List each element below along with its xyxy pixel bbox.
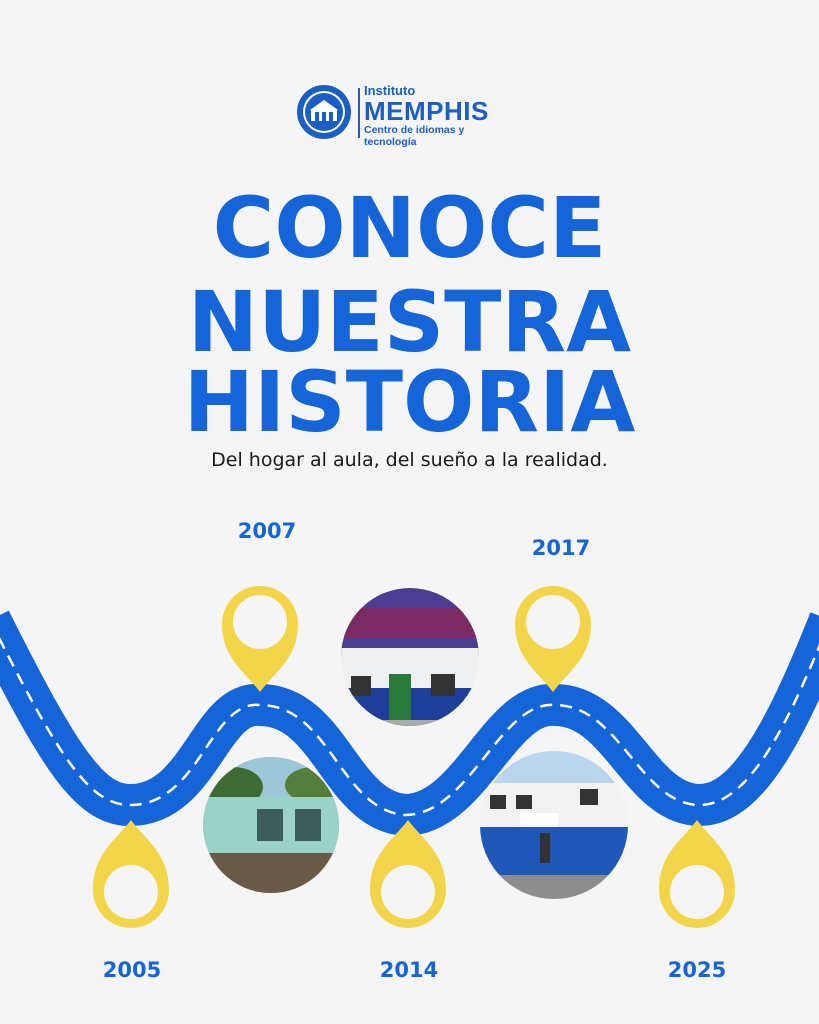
map-pin-icon-2017	[515, 586, 591, 692]
photo-2005-house	[203, 757, 339, 893]
logo-line-instituto: Instituto	[364, 83, 416, 98]
year-2025: 2025	[667, 958, 727, 982]
logo-line-memphis: MEMPHIS	[364, 96, 489, 126]
headline-conoce: CONOCE	[212, 179, 607, 277]
year-2014: 2014	[379, 958, 439, 982]
year-2017: 2017	[531, 536, 591, 560]
photo-2017-building	[480, 751, 628, 899]
year-2007: 2007	[237, 519, 297, 543]
year-2005: 2005	[102, 958, 162, 982]
subtitle: Del hogar al aula, del sueño a la realidad.	[211, 449, 608, 471]
map-pin-icon-2014	[370, 820, 446, 928]
logo-line-tagline: Centro de idiomas y tecnología	[364, 124, 465, 148]
map-pin-icon-2007	[222, 586, 298, 692]
photo-2014-building	[341, 588, 479, 726]
headline-historia: HISTORIA	[183, 353, 636, 451]
map-pin-icon-2025	[659, 820, 735, 928]
headline-nuestra: NUESTRA	[187, 273, 632, 371]
map-pin-icon-2005	[93, 820, 169, 928]
